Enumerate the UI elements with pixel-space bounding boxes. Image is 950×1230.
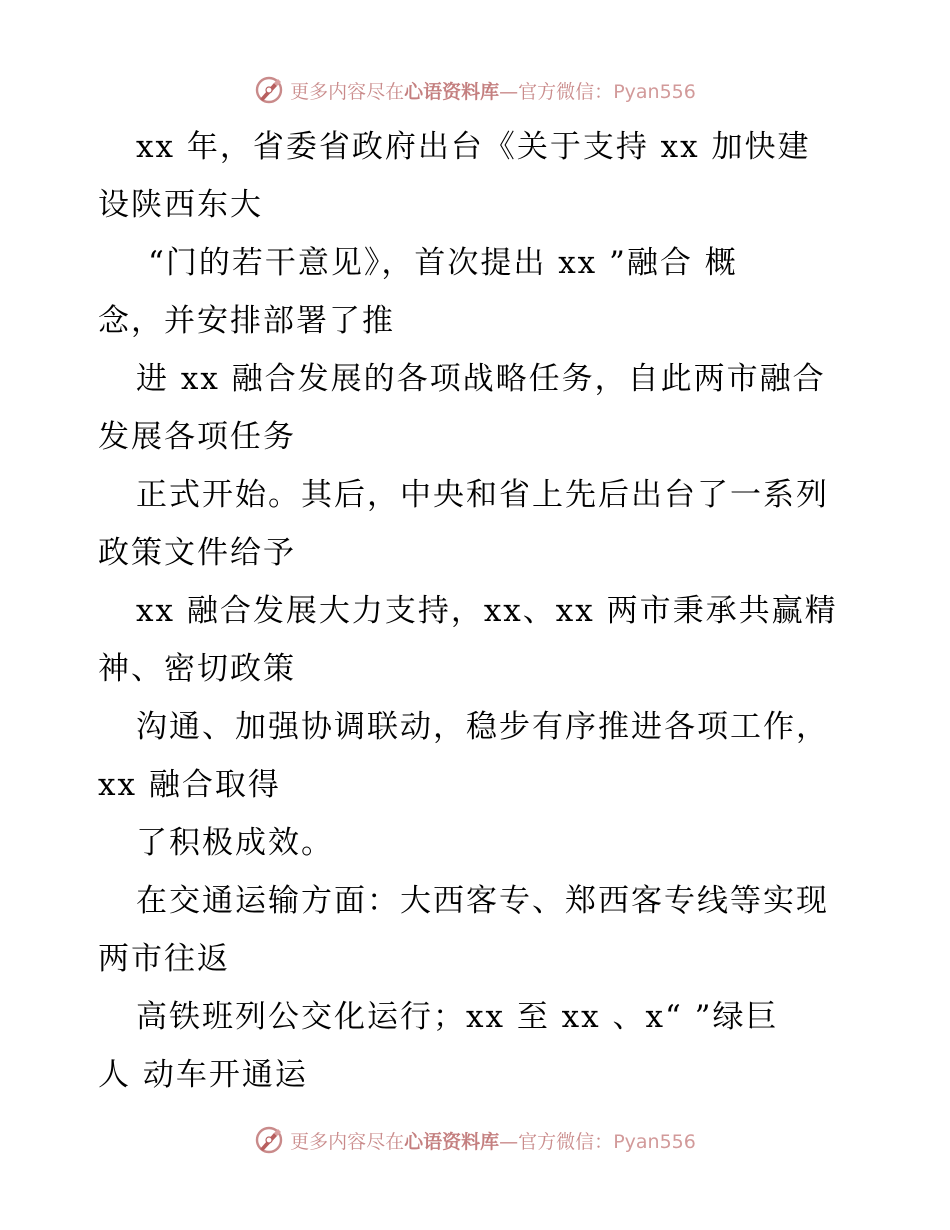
body-text-line: 在交通运输方面：大西客专、郑西客专线等实现 <box>136 883 829 919</box>
pen-in-circle-icon <box>254 1125 284 1155</box>
watermark-suffix: —官方微信： <box>499 1130 614 1153</box>
body-text-line: 人 动车开通运 <box>98 1057 308 1093</box>
body-text-line: xx 融合取得 <box>98 767 281 803</box>
body-text-line: 了积极成效。 <box>136 825 334 861</box>
body-text-line: “门的若干意见》，首次提出 xx ”融合 概 <box>148 245 738 281</box>
body-text-line: 进 xx 融合发展的各项战略任务，自此两市融合 <box>136 361 826 397</box>
pen-in-circle-icon <box>254 75 284 105</box>
watermark-wechat-id: Pyan556 <box>613 1130 696 1153</box>
body-text-line: xx 融合发展大力支持，xx、xx 两市秉承共赢精 <box>136 593 838 629</box>
body-text-line: 设陕西东大 <box>98 187 263 223</box>
document-body <box>98 118 868 1104</box>
footer-watermark <box>0 1120 950 1160</box>
body-text-line: 政策文件给予 <box>98 535 296 571</box>
watermark-wechat-id: Pyan556 <box>613 80 696 103</box>
watermark-text <box>290 77 696 104</box>
header-watermark <box>0 70 950 110</box>
body-text-line: 念，并安排部署了推 <box>98 303 395 339</box>
body-text-line: 沟通、加强协调联动，稳步有序推进各项工作， <box>136 709 829 745</box>
watermark-suffix: —官方微信： <box>499 80 614 103</box>
body-text-line: 正式开始。其后，中央和省上先后出台了一系列 <box>136 477 829 513</box>
watermark-brand: 心语资料库 <box>404 1130 500 1153</box>
body-text-line: 发展各项任务 <box>98 419 296 455</box>
watermark-prefix: 更多内容尽在 <box>290 1130 405 1153</box>
watermark-prefix: 更多内容尽在 <box>290 80 405 103</box>
watermark-brand: 心语资料库 <box>404 80 500 103</box>
body-text-line: 两市往返 <box>98 941 230 977</box>
body-text-line: 高铁班列公交化运行；xx 至 xx 、x“ ”绿巨 <box>136 999 779 1035</box>
watermark-text <box>290 1127 696 1154</box>
body-text-line: xx 年，省委省政府出台《关于支持 xx 加快建 <box>136 129 811 165</box>
body-text-line: 神、密切政策 <box>98 651 296 687</box>
